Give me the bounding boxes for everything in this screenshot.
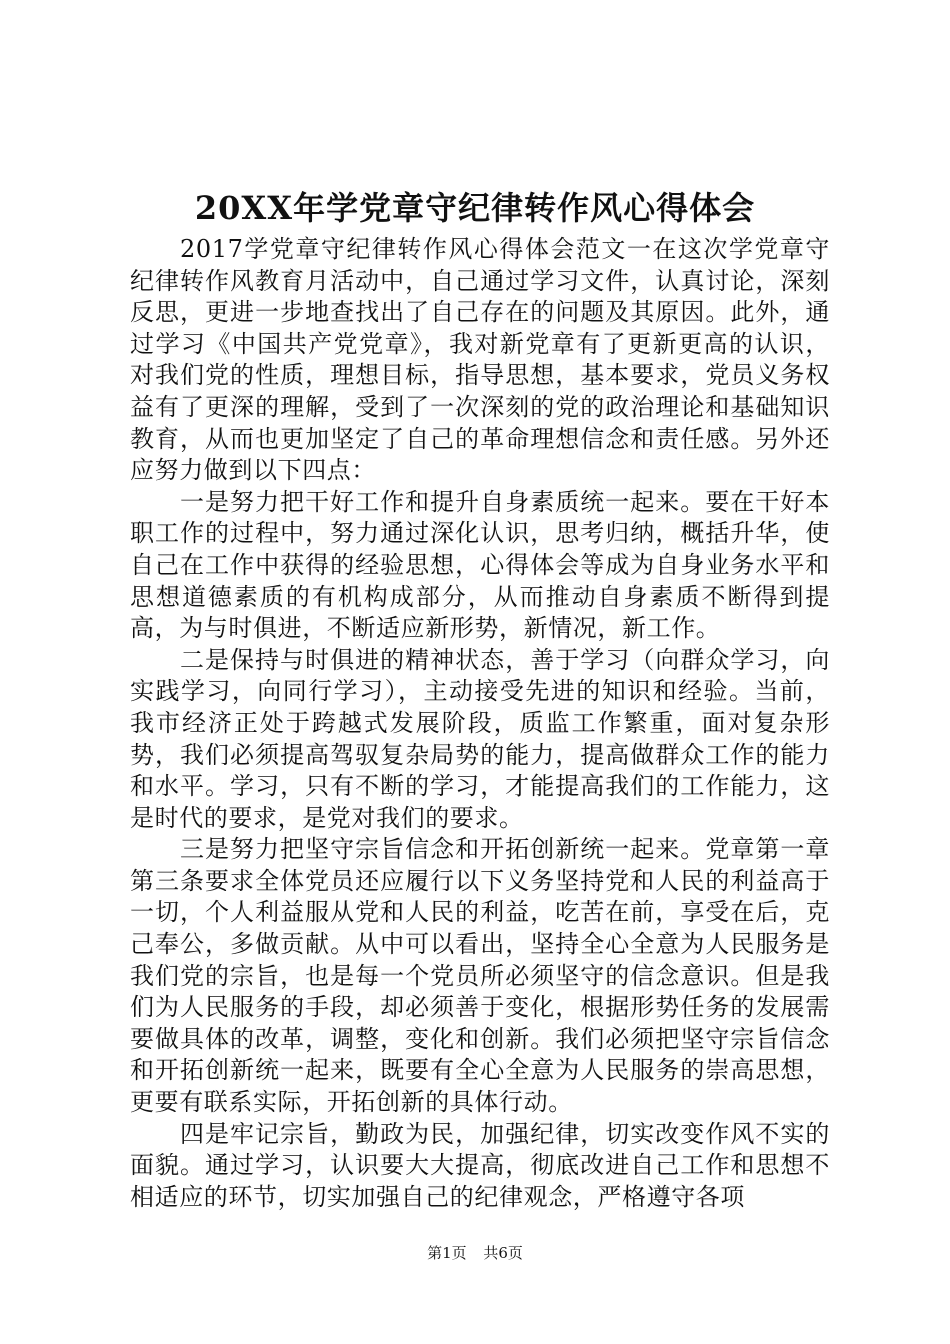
- paragraph-point-one: 一是努力把干好工作和提升自身素质统一起来。要在干好本职工作的过程中，努力通过深化认识，思考归纳，概括升华，使自己在工作中获得的经验思想，心得体会等成为自身业务水平和思想道德素质的有机构成部分，从而推动自身素质不断得到提高，为与时俱进，不断适应新形势，新情况，新工作。: [130, 487, 830, 643]
- document-body: [130, 234, 830, 1213]
- paragraph-point-two: 二是保持与时俱进的精神状态，善于学习（向群众学习，向实践学习，向同行学习），主动接受先进的知识和经验。当前，我市经济正处于跨越式发展阶段，质监工作繁重，面对复杂形势，我们必须提高驾驭复杂局势的能力，提高做群众工作的能力和水平。学习，只有不断的学习，才能提高我们的工作能力，这是时代的要求，是党对我们的要求。: [130, 645, 830, 832]
- page-number: 第1页: [427, 1244, 467, 1262]
- page-footer: [0, 1243, 950, 1263]
- page-total: 共6页: [483, 1244, 523, 1262]
- paragraph-point-three: 三是努力把坚守宗旨信念和开拓创新统一起来。党章第一章第三条要求全体党员还应履行以下义务坚持党和人民的利益高于一切，个人利益服从党和人民的利益，吃苦在前，享受在后，克己奉公，多做贡献。从中可以看出，坚持全心全意为人民服务是我们党的宗旨，也是每一个党员所必须坚守的信念意识。但是我们为人民服务的手段，却必须善于变化，根据形势任务的发展需要做具体的改革，调整，变化和创新。我们必须把坚守宗旨信念和开拓创新统一起来，既要有全心全意为人民服务的崇高思想，更要有联系实际，开拓创新的具体行动。: [130, 835, 830, 1117]
- paragraph-intro: 2017学党章守纪律转作风心得体会范文一在这次学党章守纪律转作风教育月活动中，自己通过学习文件，认真讨论，深刻反思，更进一步地查找出了自己存在的问题及其原因。此外，通过学习《中国共产党党章》，我对新党章有了更新更高的认识，对我们党的性质，理想目标，指导思想，基本要求，党员义务权益有了更深的理解，受到了一次深刻的党的政治理论和基础知识教育，从而也更加坚定了自己的革命理想信念和责任感。另外还应努力做到以下四点：: [130, 235, 830, 485]
- paragraph-point-four: 四是牢记宗旨，勤政为民，加强纪律，切实改变作风不实的面貌。通过学习，认识要大大提高，彻底改进自己工作和思想不相适应的环节，切实加强自己的纪律观念，严格遵守各项: [130, 1119, 830, 1211]
- document-title: 20XX年学党章守纪律转作风心得体会: [194, 189, 756, 227]
